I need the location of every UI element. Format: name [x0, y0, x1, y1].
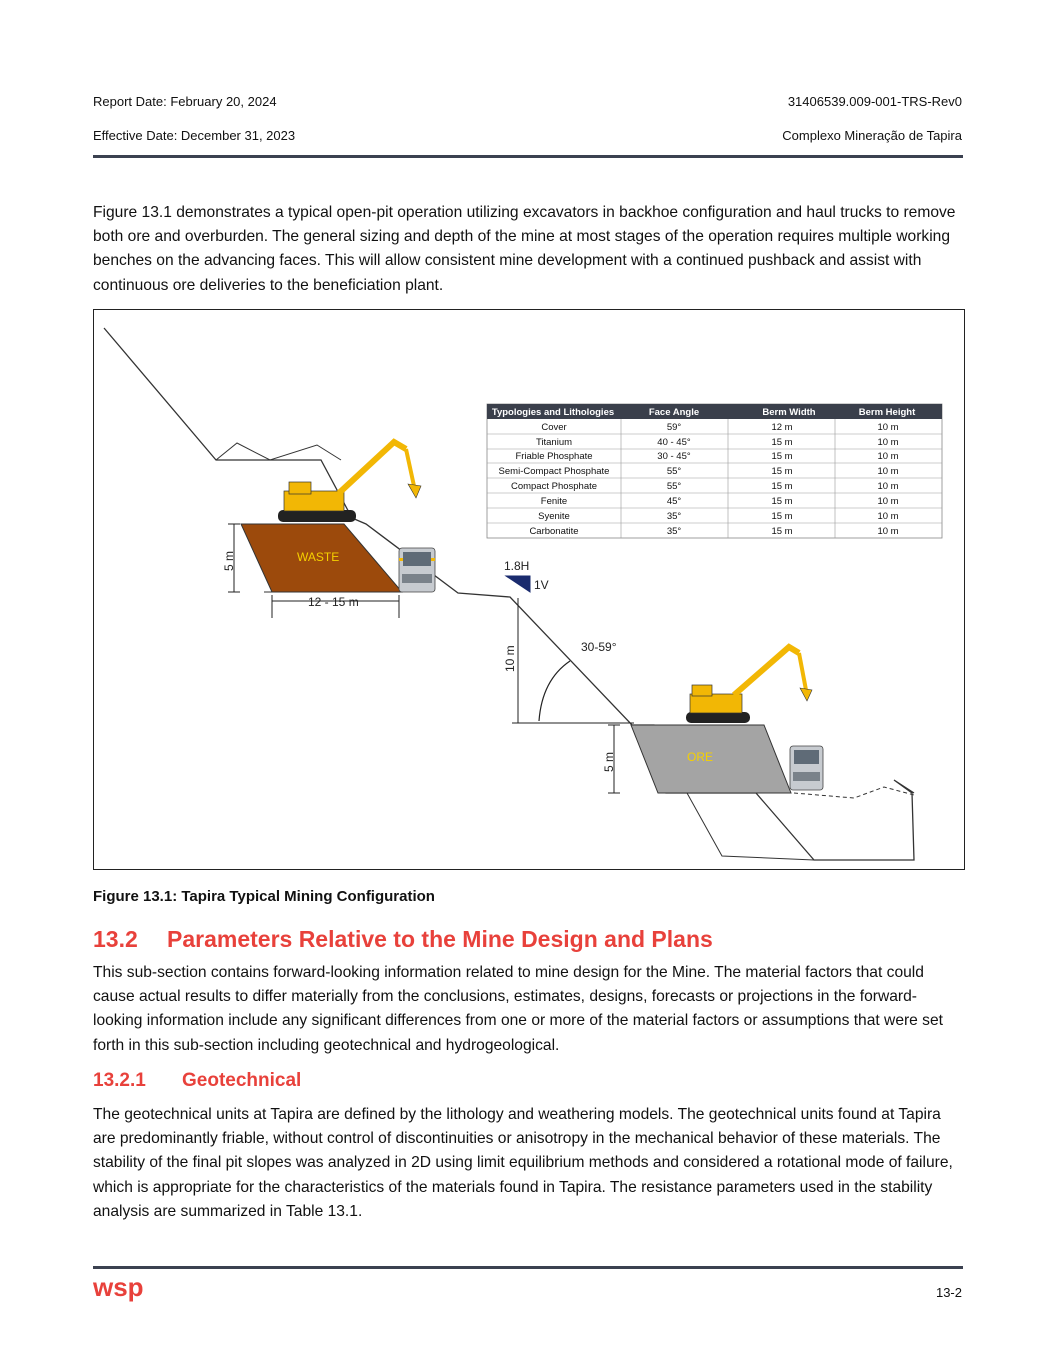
- parameters-table: [487, 404, 942, 538]
- face-height-label: 10 m: [503, 645, 517, 672]
- svg-text:15 m: 15 m: [771, 466, 793, 477]
- svg-text:10 m: 10 m: [877, 511, 899, 522]
- svg-text:15 m: 15 m: [771, 526, 793, 537]
- svg-text:10 m: 10 m: [877, 422, 899, 433]
- section-heading: [93, 926, 713, 953]
- page-number: 13-2: [935, 1285, 962, 1300]
- mining-configuration-figure: [93, 309, 965, 870]
- svg-text:15 m: 15 m: [771, 451, 793, 462]
- svg-text:15 m: 15 m: [771, 437, 793, 448]
- section-number: 13.2: [93, 926, 138, 952]
- project-name: Complexo Mineração de Tapira: [782, 128, 962, 143]
- haul-truck-upper-icon: [399, 548, 435, 592]
- face-angle-label: 30-59°: [581, 640, 617, 654]
- subsection-number: 13.2.1: [93, 1070, 146, 1091]
- document-id: 31406539.009-001-TRS-Rev0: [787, 94, 962, 109]
- ore-label: ORE: [687, 750, 714, 764]
- svg-text:15 m: 15 m: [771, 511, 793, 522]
- waste-label: WASTE: [297, 550, 340, 564]
- svg-text:10 m: 10 m: [877, 496, 899, 507]
- subsection-paragraph: The geotechnical units at Tapira are defined by the lithology and weathering models. The geotechnical units found at Tapira are predominantly friable, without control of discontinuities or anisotropy in the mechanical behavior of these materials. The stability of the final pit slopes was analyzed in 2D using limit equilibrium methods and considered a rotational mode of failure, which is appropriate for the characteristics of the materials found in Tapira. The resistance parameters used in the stability analysis are summarized in Table 13.1.: [93, 1106, 953, 1220]
- table-header-cell: Face Angle: [648, 407, 700, 418]
- slope-ratio-icon: [506, 576, 530, 592]
- subsection-title: Geotechnical: [182, 1070, 302, 1091]
- bench-top-line: [216, 443, 341, 460]
- section-paragraph: This sub-section contains forward-looking information related to mine design for the Mine. The material factors that could cause actual results to differ materially from the conclusions, estimates, designs, forecasts or projections in the forward-looking information include any significant differences from one or more of the material factors or assumptions that were set forth in this sub-section including geotechnical and hydrogeological.: [93, 964, 943, 1054]
- svg-text:45°: 45°: [666, 496, 682, 507]
- svg-text:Compact Phosphate: Compact Phosphate: [510, 481, 598, 492]
- section-title: Parameters Relative to the Mine Design and Plans: [167, 926, 713, 952]
- svg-text:Titanium: Titanium: [535, 437, 573, 448]
- header-divider: [93, 155, 963, 158]
- intro-paragraph: Figure 13.1 demonstrates a typical open-pit operation utilizing excavators in backhoe configuration and haul trucks to remove both ore and overburden. The general sizing and depth of the mine at most stages of the operation requires multiple working benches on the advancing faces. This will allow consistent mine development with a continued pushback and assist with continuous ore deliveries to the beneficiation plant.: [93, 204, 956, 294]
- svg-text:10 m: 10 m: [877, 451, 899, 462]
- svg-text:Semi-Compact Phosphate: Semi-Compact Phosphate: [498, 466, 610, 477]
- footer-divider: [93, 1266, 963, 1269]
- svg-text:12 m: 12 m: [771, 422, 793, 433]
- svg-text:wsp: wsp: [93, 1276, 144, 1302]
- figure-caption: Figure 13.1: Tapira Typical Mining Configuration: [93, 888, 435, 905]
- svg-text:10 m: 10 m: [877, 526, 899, 537]
- haul-truck-lower-icon: [790, 746, 823, 790]
- subsection-heading: [93, 1070, 301, 1092]
- svg-text:15 m: 15 m: [771, 481, 793, 492]
- face-angle-arc: [539, 661, 570, 721]
- report-date: Report Date: February 20, 2024: [93, 94, 277, 109]
- excavator-lower-icon: [686, 647, 812, 723]
- svg-text:Cover: Cover: [541, 422, 567, 433]
- svg-text:40 - 45°: 40 - 45°: [657, 437, 691, 448]
- svg-text:10 m: 10 m: [877, 437, 899, 448]
- svg-text:55°: 55°: [666, 481, 682, 492]
- height-lower-label: 5 m: [602, 751, 616, 772]
- svg-text:59°: 59°: [666, 422, 682, 433]
- table-header-cell: Berm Width: [762, 407, 816, 418]
- svg-text:10 m: 10 m: [877, 481, 899, 492]
- height-upper-label: 5 m: [222, 550, 236, 571]
- svg-text:35°: 35°: [666, 511, 682, 522]
- wsp-logo: [93, 1276, 157, 1306]
- table-header-cell: Berm Height: [858, 407, 916, 418]
- svg-text:15 m: 15 m: [771, 496, 793, 507]
- svg-text:Fenite: Fenite: [540, 496, 568, 507]
- svg-text:55°: 55°: [666, 466, 682, 477]
- svg-text:30 - 45°: 30 - 45°: [657, 451, 691, 462]
- svg-text:Syenite: Syenite: [538, 511, 570, 522]
- svg-text:Carbonatite: Carbonatite: [529, 526, 579, 537]
- svg-text:35°: 35°: [666, 526, 682, 537]
- slope-h-label: 1.8H: [504, 559, 530, 573]
- svg-text:Friable Phosphate: Friable Phosphate: [515, 451, 593, 462]
- slope-v-label: 1V: [534, 578, 549, 592]
- effective-date: Effective Date: December 31, 2023: [93, 128, 296, 143]
- bench-width-label: 12 - 15 m: [308, 595, 359, 609]
- table-header-cell: Typologies and Lithologies: [491, 407, 615, 418]
- mining-diagram: [94, 310, 964, 869]
- excavator-upper-icon: [278, 442, 421, 522]
- svg-text:10 m: 10 m: [877, 466, 899, 477]
